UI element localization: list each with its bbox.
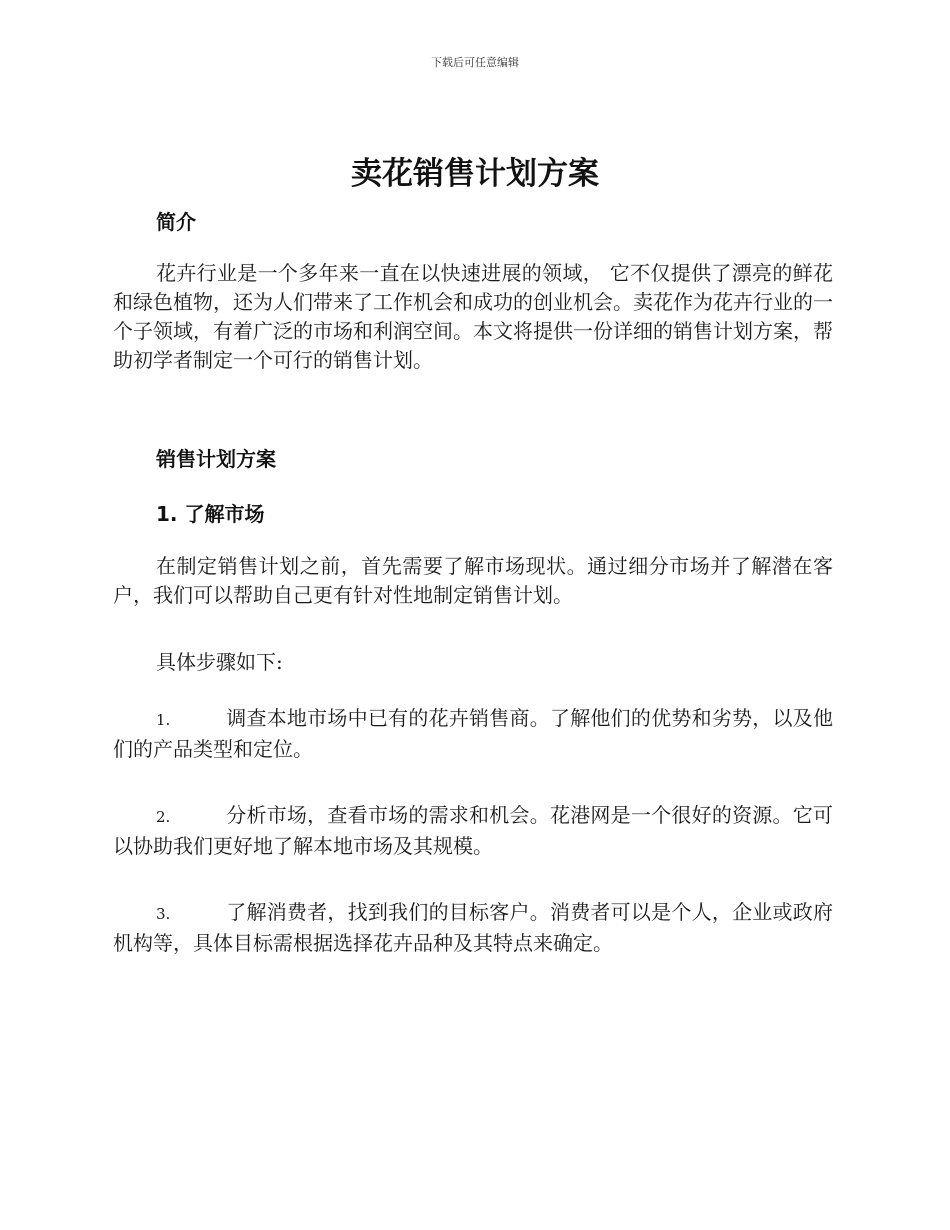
list-item (113, 801, 833, 861)
intro-paragraph: 花卉行业是一个多年来一直在以快速进展的领域， 它不仅提供了漂亮的鲜花和绿色植物，还为人们带来了工作机会和成功的创业机会。卖花作为花卉行业的一个子领域，有着广泛的市场和利润空间。本文将提供一份详细的销售计划方案，帮助初学者制定一个可行的销售计划。 (113, 261, 833, 372)
list-item-text: 了解消费者，找到我们的目标客户。消费者可以是个人，企业或政府机构等，具体目标需根据选择花卉品种及其特点来确定。 (113, 900, 833, 955)
list-item-text: 分析市场，查看市场的需求和机会。花港网是一个很好的资源。它可以协助我们更好地了解本地市场及其规模。 (113, 803, 833, 858)
intro-heading: 简介 (156, 210, 196, 234)
header-note: 下载后可任意编辑 (431, 56, 519, 69)
list-item (113, 898, 833, 958)
list-item (113, 704, 833, 764)
steps-intro: 具体步骤如下: (156, 650, 283, 674)
list-item-number: 3. (156, 905, 171, 923)
list-item-number: 2. (156, 808, 171, 826)
list-item-text: 调查本地市场中已有的花卉销售商。了解他们的优势和劣势，以及他们的产品类型和定位。 (113, 706, 833, 761)
list-item-number: 1. (156, 711, 171, 729)
step1-paragraph: 在制定销售计划之前，首先需要了解市场现状。通过细分市场并了解潜在客户，我们可以帮助自己更有针对性地制定销售计划。 (113, 554, 833, 607)
page-title: 卖花销售计划方案 (351, 156, 599, 192)
plan-heading: 销售计划方案 (156, 447, 276, 471)
step1-heading: 1. 了解市场 (156, 502, 265, 526)
